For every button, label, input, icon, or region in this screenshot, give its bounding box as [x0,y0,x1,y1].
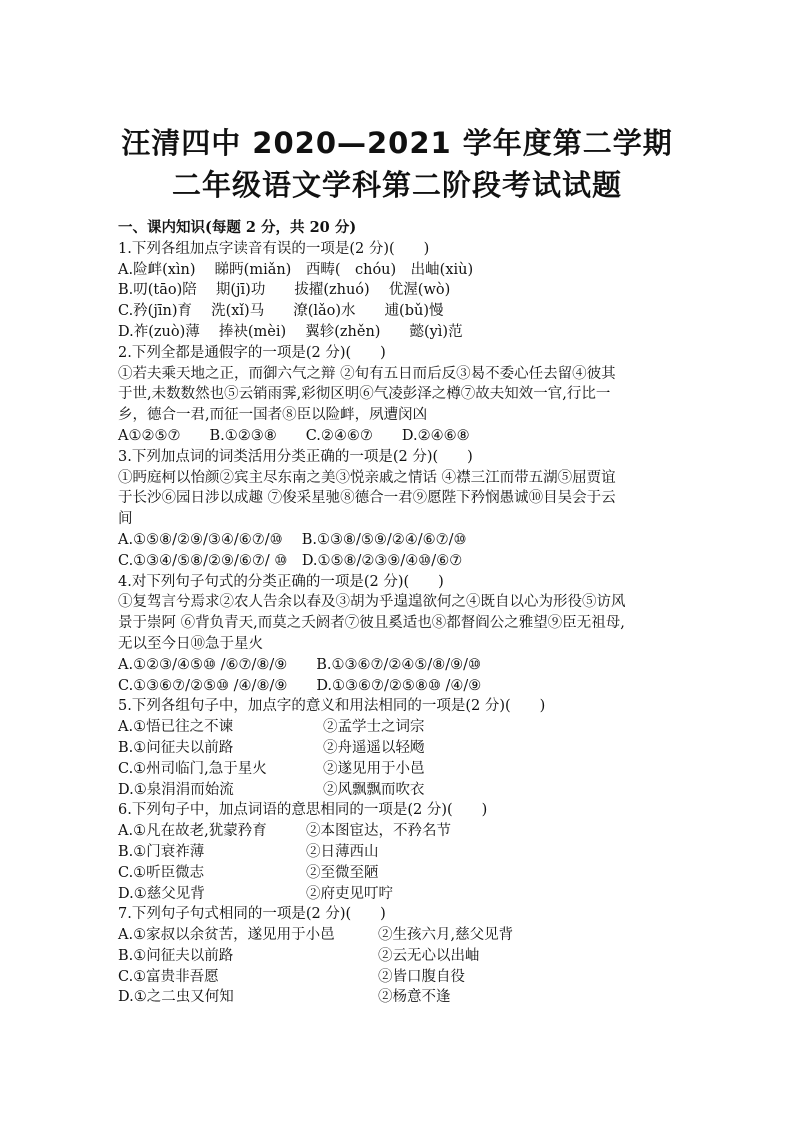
q5-option-d [118,780,680,801]
q6-stem: 6.下列句子中，加点词语的意思相同的一项是(2 分)( ) [118,802,488,819]
option-part-2: ②生孩六月,慈父见背 [378,927,514,944]
section-heading: 一、课内知识(每题 2 分，共 20 分) [118,219,357,236]
q2-passage-line: 乡，德合一君,而征一国者⑧臣以险衅，夙遭闵凶 [118,407,428,424]
option-part-2: ②遂见用于小邑 [323,760,425,777]
q1-option-c: C.矜(jīn)育 洗(xǐ)马 潦(lǎo)水 逋(bǔ)慢 [118,303,444,320]
q4-options-ab: A.①②③/④⑤⑩ /⑥⑦/⑧/⑨ B.①③⑥⑦/②④⑤/⑧/⑨/⑩ [118,656,482,673]
q4-options-cd: C.①③⑥⑦/②⑤⑩ /④/⑧/⑨ D.①③⑥⑦/②⑤⑧⑩ /④/⑨ [118,677,482,694]
q1-option-b: B.叨(tāo)陪 期(jī)功 拔擢(zhuó) 优渥(wò) [118,282,451,299]
q6-option-c [118,863,680,884]
q4-passage-line: 无以至今日⑩急于星火 [118,635,263,652]
q3-options-cd: C.①③④/⑤⑧/②⑨/⑥⑦/ ⑩ D.①⑤⑧/②③⑨/④⑩/⑥⑦ [118,552,463,569]
q4-passage-line: 景于崇阿 ⑥背负青天,而莫之夭阏者⑦彼且奚适也⑧都督阎公之雅望⑨臣无祖母, [118,615,625,632]
q3-options-ab: A.①⑤⑧/②⑨/③④/⑥⑦/⑩ B.①③⑧/⑤⑨/②④/⑥⑦/⑩ [118,531,467,548]
q3-stem: 3.下列加点词的词类活用分类正确的一项是(2 分)( ) [118,448,473,465]
q7-option-b [118,946,680,967]
q5-stem: 5.下列各组句子中，加点字的意义和用法相同的一项是(2 分)( ) [118,698,546,715]
option-part-2: ②杨意不逢 [378,989,451,1006]
q2-passage-line: 于世,未数数然也⑤云销雨霁,彩彻区明⑥气凌彭泽之樽⑦故夫知效一官,行比一 [118,386,611,403]
q5-option-c [118,759,680,780]
exam-body [118,218,680,1008]
option-part-2: ②云无心以出岫 [378,947,480,964]
exam-title-line-2: 二年级语文学科第二阶段考试试题 [171,168,622,202]
option-part-2: ②府吏见叮咛 [306,885,393,902]
option-part-1: D.①慈父见背 [118,885,205,902]
q4-passage-line: ①复驾言兮焉求②农人告余以春及③胡为乎遑遑欲何之④既自以心为形役⑤访风 [118,594,626,611]
option-part-2: ②皆口腹自役 [378,968,465,985]
q3-passage-line: ①眄庭柯以怡颜②宾主尽东南之美③悦亲戚之情话 ④襟三江而带五湖⑤屈贾谊 [118,469,616,486]
option-part-1: B.①问征夫以前路 [118,739,234,756]
option-part-1: A.①凡在故老,犹蒙矜育 [118,823,267,840]
q3-passage-line: 间 [118,511,133,528]
q7-option-d [118,987,680,1008]
option-part-1: D.①泉涓涓而始流 [118,781,234,798]
q6-option-b [118,842,680,863]
q2-options: A①②⑤⑦ B.①②③⑧ C.②④⑥⑦ D.②④⑥⑧ [118,427,470,444]
q2-stem: 2.下列全都是通假字的一项是(2 分)( ) [118,344,386,361]
option-part-2: ②至微至陋 [306,864,379,881]
option-part-1: D.①之二虫又何知 [118,989,234,1006]
q6-option-a [118,821,680,842]
option-part-1: C.①听臣微志 [118,864,205,881]
q5-option-a [118,717,680,738]
q3-passage-line: 于长沙⑥园日涉以成趣 ⑦俊采星驰⑧德合一君⑨愿陛下矜悯愚诚⑩目吴会于云 [118,490,616,507]
option-part-2: ②孟学士之词宗 [323,719,425,736]
option-part-1: C.①州司临门,急于星火 [118,760,267,777]
option-part-1: B.①问征夫以前路 [118,947,234,964]
option-part-2: ②日薄西山 [306,843,379,860]
q4-stem: 4.对下列句子句式的分类正确的一项是(2 分)( ) [118,573,444,590]
option-part-1: B.①门衰祚薄 [118,843,205,860]
option-part-2: ②本图宦达，不矜名节 [306,823,451,840]
option-part-1: C.①富贵非吾愿 [118,968,219,985]
q1-option-d: D.祚(zuò)薄 捧袂(mèi) 翼轸(zhěn) 懿(yì)范 [118,323,463,340]
q1-option-a: A.险衅(xìn) 睇眄(miǎn) 西畴( chóu) 出岫(xiù) [118,261,474,278]
q7-option-c [118,967,680,988]
q5-option-b [118,738,680,759]
q2-passage-line: ①若夫乘天地之正，而御六气之辩 ②旬有五日而后反③曷不委心任去留④彼其 [118,365,616,382]
option-part-2: ②风飘飘而吹衣 [323,781,425,798]
q7-stem: 7.下列句子句式相同的一项是(2 分)( ) [118,906,386,923]
q6-option-d [118,884,680,905]
option-part-1: A.①家叔以余贫苦，遂见用于小邑 [118,927,335,944]
q1-stem: 1.下列各组加点字读音有误的一项是(2 分)( ) [118,240,430,257]
exam-title-line-1: 汪清四中 2020—2021 学年度第二学期 [121,126,673,160]
option-part-2: ②舟遥遥以轻飏 [323,739,425,756]
q7-option-a [118,925,680,946]
option-part-1: A.①悟已往之不谏 [118,719,234,736]
